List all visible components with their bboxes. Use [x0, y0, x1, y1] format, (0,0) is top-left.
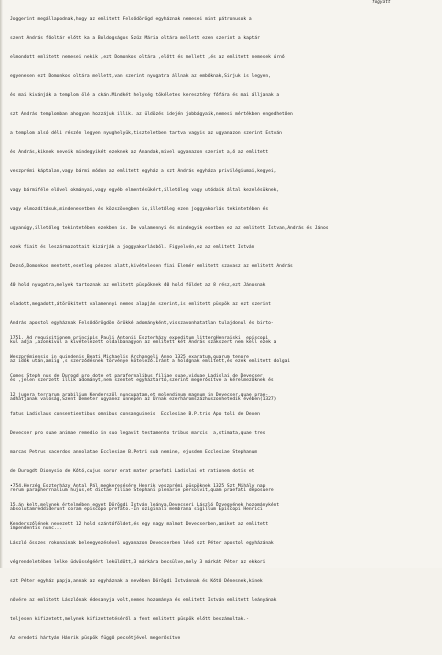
text-line: 40 hold nyugatra,melyek tartoznak az emlitett püspöknek 40 hold földet az 8 rész,ezt Jánosnak	[10, 283, 266, 289]
text-line: kul adja ,azonkívül a kivételezett oldalbanagyon az emlitett két András szakszert nem kell ezek a	[10, 340, 277, 346]
text-line: rerum parapherrnalium hujus,et dictae filiae Stephani plenarie persolvit,quam praefati deposuere	[10, 487, 274, 493]
text-line: Az eredeti hártyán Hánrik püspök függő pecsétjével megerősítve	[10, 635, 181, 641]
text-line: végrendeletében lelke üdvösségéért leküldött,3 márkára becsülve,mely 3 márkát Péter az ekkori	[10, 559, 266, 565]
text-line: elmondott emlitett nemesei nekik ,ezt Domonkos oltára ,előtt és mellett ,és az emlitett nemesek úrnő	[10, 54, 285, 60]
text-line: Kenderszőlének nevezett 12 hold szántóföldet,és egy nagy malmot Devecserben,amiket az emlitett	[10, 521, 269, 527]
text-line: és ,jelen szerzett illik adományt,nem szentet egyháztartó,szerint megerősítve a kérelmezőknek és	[10, 378, 274, 384]
text-line: és mai kivánják a templom ölé a ckán.Mindkét helység tökéletes keresztény főfára és mai álljanak a	[10, 92, 280, 98]
text-line: Dezső,Domonkos mentett,esetleg pénzes alatt,kivételesen fiai Elemér emlitett szavasz az emlitett András	[10, 264, 293, 270]
text-line: vagy elmozdításuk,mindenesetben és közszövegben is,illetőleg ezen joggyakorlás tekintetében és	[10, 207, 269, 212]
text-line: teljesen kifizetett,melynek kifizettetéséről a fent emlitett püspök előtt beszámoltak.-	[10, 616, 249, 622]
text-line: szt Péter egyház papja,annak az egyháznak a nevében Dörögdi Istvánnak és Kőtő Dénesnek,kinek	[10, 578, 263, 584]
text-line: a templom alsó déli részén legyen nyughelyük,tiszteletben tartva vagyis az ugyanazon szerint Estván	[10, 130, 282, 136]
text-line: absolutamreddiderunt coram episcopo prefato.-In oziginali membrana sigillum Episcopi Henrici	[10, 506, 263, 512]
text-line: adhatjanak valóság,Szent Demeter ugyanez ünnepén az Urnak ezerháromszázhuszonhetedik évében(1327)	[10, 397, 277, 403]
text-line: 12 jugera terrarum arabilium Kenderszöl nuncupatam,et molendinum magnum in Devecser,quae prae-	[10, 392, 269, 398]
text-line: impendentis nunc...	[10, 526, 63, 531]
page-edge-shadow	[0, 0, 3, 568]
text-line: szent András főoltár előtt ka a Boldogságos Szűz Mária oltára mellett ezen szerint a kaptár	[10, 35, 260, 41]
text-line: 15.án kelt,melynek értelmében egyet Dörögdi István leánya,Devecseri László Özvegyének hozományként	[10, 502, 280, 508]
text-line: nővére az emlitett Lászlónak édesanyja volt,nemes hozománya és emlitett István emlitett leányának	[10, 597, 277, 603]
text-line: vagy bármiféle elővel okmányai,vagy egyéb elmentésükért,illetőleg vagy utódaik által kezelésüknek,	[10, 187, 280, 193]
text-line: Devecser pro suae animae remedio in suo legavit testamento tribus marcis a,stimata,quae tres	[10, 430, 266, 436]
text-line: László összes rokonainak beleegyezésével ugyanazon Devecserben lévő szt Péter apostol egyházának	[10, 540, 274, 546]
text-line: •754.Herzég Eszterházy Antal Pál megkeresésére Henrik veszprémi püspöknek 1325 Szt Mihály nap	[10, 483, 266, 489]
text-line: ezek fiait és leszármazottait kizárják a joggyakorlásból. Figyelvén,ez az emlitett István	[10, 245, 255, 251]
text-line: Joggerint megállapodnak,hogy az emlitett Felsődörögd egyháznak nemesei mint pátronusok a	[10, 16, 252, 22]
text-line: de Durogdt Dionysio de Kőtó,cujus soror erat mater praefati Ladislai et rationem dotis et	[10, 468, 255, 474]
text-line: ugyanúgy,illetőleg tekintetében ezekben is. De valamennyi és mindegyik esetben ez az emlitett Istvan,András és János	[10, 226, 329, 232]
hungarian-abstract-block	[10, 468, 434, 655]
text-line: és András,kiknek neveik mindegyikét ezeknek az Anandak,mivel ugyanazon szerint a,ő az emlitett	[10, 149, 269, 155]
text-line: marcas Petrus sacerdos annolatae Ecclesiae B.Petri sub nemine, ejusdem Ecclesiae Stephanum	[10, 449, 258, 455]
text-line: eladott,megadott,átörökített valamennyi nemes alapján szerint,is emlitett püspök az ezt szerint	[10, 302, 271, 308]
margin-annotation: fogyatt	[372, 0, 391, 5]
text-line: szt András templomban ahogyan hozzájuk illik. az üldözés idején jobbágyaik,nemesi mértékben engedhetően	[10, 111, 293, 117]
text-line: veszprémi káptalan,vagy bármi módon az emlitett egyház a szt András egyháza privilégiumai,kegyei,	[10, 168, 277, 174]
text-line: egyenesen ezt Domonkos oltára mellett,van szerint nyugatra állnak az embőknak,Sirjuk is legyen,	[10, 73, 271, 79]
text-line: András apostol egyháznak Felsődörögdön örökké adományként,visszavonhatatlan tulajdonul és birto-	[10, 321, 274, 327]
text-line: fatus Ladislaus consentientibus omnibus consanguineis Ecclesiae B.P.tris Apo toli de Dexen	[10, 411, 260, 417]
text-line: Comes Steph nus de Durogd pro dote et parafernalibus filiae suae,viduae Ladislai de Devecser	[10, 373, 263, 379]
text-line: Weszprémiensis in quindenis Beati Michaelis Archangeli Anno 1325 exaratum,quarum tenore	[10, 354, 249, 360]
text-line: az idők után,amiig ,s szerződésnek törvénye kötelező.Iránt a holdgnak emlitett,és ezek emlitett dolgai	[10, 359, 291, 365]
text-line: 1751. Ad requisitionem principis Pauli Antonii Eszterházy expeditum littergHenraiski episcopi	[10, 335, 269, 341]
